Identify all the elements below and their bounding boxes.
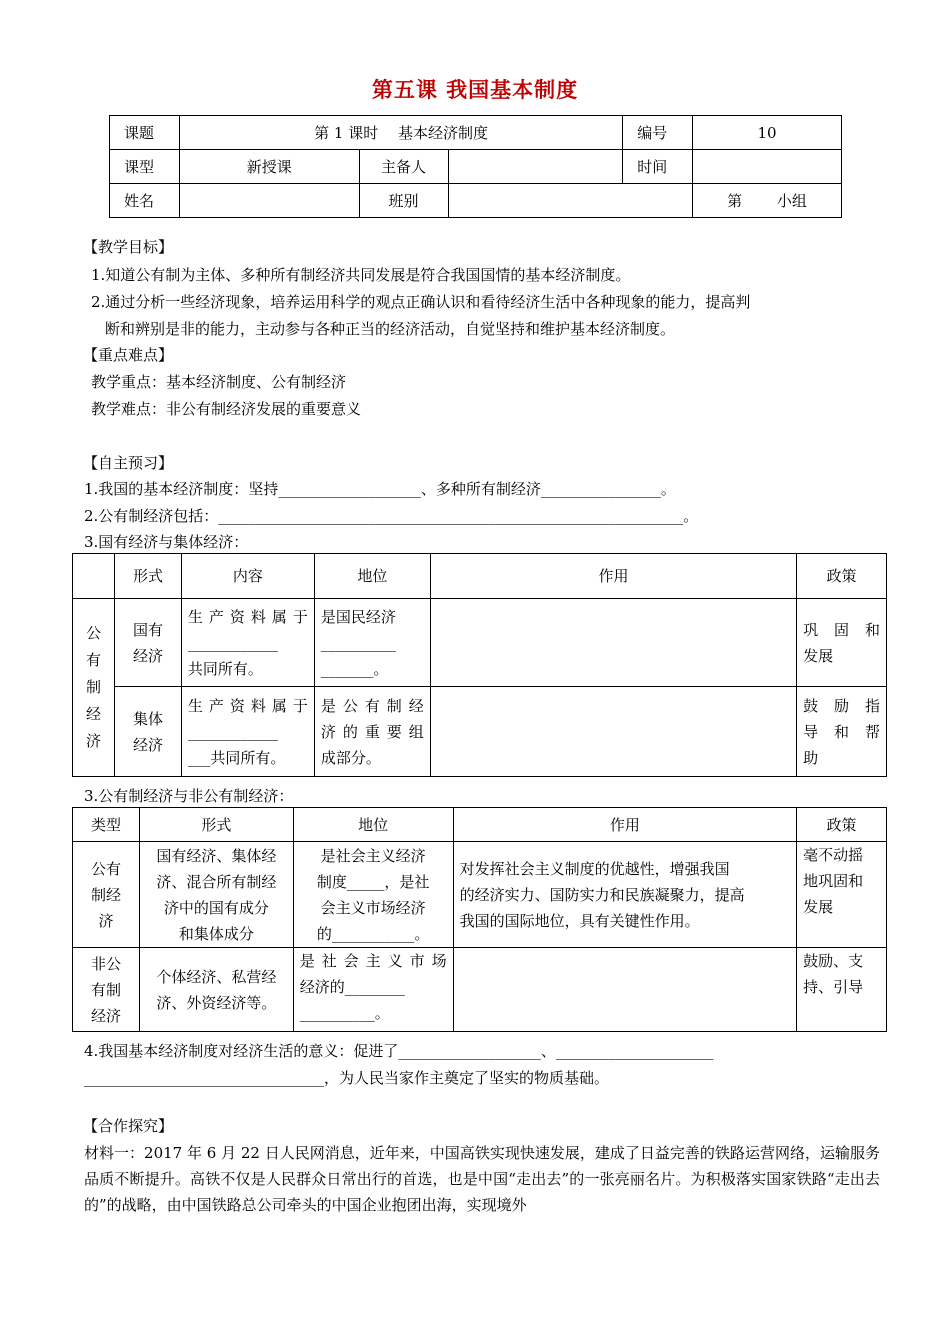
cell-line: 济、混合所有制经 <box>156 872 277 891</box>
table-cell <box>181 599 314 687</box>
cell-line: 我国的国际地位，具有关键性作用。 <box>459 912 700 930</box>
keypoint-difficulty: 教学难点：非公有制经济发展的重要意义 <box>91 400 362 418</box>
form-text: 国有经济 <box>132 620 163 665</box>
cell-line: 有制 <box>90 980 121 999</box>
table-header: 政策 <box>797 808 887 842</box>
cell-line: 对发挥社会主义制度的优越性，增强我国 <box>459 860 730 878</box>
cell-line: 非公 <box>90 954 121 973</box>
cell-line: 和集体成分 <box>178 924 254 943</box>
table-header: 内容 <box>181 554 314 599</box>
objective-item: 1.知道公有制为主体、多种所有制经济共同发展是符合我国国情的基本经济制度。 <box>91 266 631 284</box>
table-cell <box>453 842 796 948</box>
economy-table <box>72 553 887 777</box>
info-cell: 课型 <box>110 150 180 184</box>
info-input[interactable] <box>448 184 693 218</box>
cell-line[interactable]: ____________ <box>187 722 278 741</box>
cell-line: 生产资料属于 <box>187 607 308 626</box>
cell-line: 是国民经济 <box>320 607 396 626</box>
cell-line: 毫不动摇 <box>803 846 864 864</box>
cell-line: 持、引导 <box>803 978 864 996</box>
table-cell <box>797 599 887 687</box>
info-cell: 姓名 <box>110 184 180 218</box>
table-cell[interactable] <box>430 687 796 777</box>
table-cell <box>797 842 887 948</box>
info-cell: 时间 <box>623 150 693 184</box>
material-paragraph: 材料一：2017 年 6 月 22 日人民网消息，近年来，中国高铁实现快速发展，建成了日益完善的铁路运营网络，运输服务品质不断提升。高铁不仅是人民群众日常出行的首选，也是中国“走出去”的一张亮丽名片。为积极落实国家铁路“走出去的”的战略，由中国铁路总公司牵头的中国企业抱团出海，实现境外 <box>84 1144 880 1214</box>
cell-line: 济 <box>98 911 114 930</box>
table-header: 地位 <box>314 554 430 599</box>
cell-line: 鼓 励 指 <box>803 696 880 715</box>
cell-line: 生产资料属于 <box>187 696 308 715</box>
info-cell: 班别 <box>359 184 448 218</box>
preview-heading: 【自主预习】 <box>83 454 174 472</box>
info-cell: 编号 <box>623 116 693 150</box>
objective-item: 断和辨别是非的能力，主动参与各种正当的经济活动，自觉坚持和维护基本经济制度。 <box>105 320 676 338</box>
cell-line: 国有经济、集体经 <box>156 846 277 865</box>
table-cell[interactable] <box>453 948 796 1032</box>
table-cell <box>73 948 140 1032</box>
preview-question: 3.国有经济与集体经济： <box>84 533 249 551</box>
cell-line: 济的重要组 <box>320 722 424 741</box>
table-cell <box>797 948 887 1032</box>
preview-question: 2.公有制经济包括：______________________________________________________________。 <box>84 507 699 525</box>
table-header: 形式 <box>114 554 181 599</box>
table-cell <box>181 687 314 777</box>
cell-line: 经济 <box>90 1006 121 1025</box>
form-text: 集体经济 <box>132 709 163 754</box>
cell-line[interactable]: _______。 <box>320 659 389 678</box>
table-cell <box>139 948 293 1032</box>
cell-line: 制经 <box>90 885 121 904</box>
cell-line[interactable]: 经济的________ <box>299 978 405 996</box>
cell-line[interactable]: ____________ <box>187 633 278 652</box>
table-header: 政策 <box>797 554 887 599</box>
cell-line: 发展 <box>803 646 834 665</box>
objective-item: 2.通过分析一些经济现象，培养运用科学的观点正确认识和看待经济生活中各种现象的能力，提高判 <box>91 293 751 311</box>
cell-line[interactable]: ___共同所有。 <box>187 748 286 767</box>
info-cell: 第 小组 <box>693 184 842 218</box>
cell-line: 公有 <box>90 859 121 878</box>
cell-line: 巩 固 和 <box>803 620 880 639</box>
table-cell <box>114 599 181 687</box>
cell-line[interactable]: 的___________。 <box>316 924 430 943</box>
cell-line[interactable]: __________ <box>320 633 396 652</box>
table-header: 作用 <box>453 808 796 842</box>
info-table <box>109 115 842 218</box>
table-cell <box>73 842 140 948</box>
cell-line: 共同所有。 <box>187 659 263 678</box>
info-input[interactable] <box>448 150 623 184</box>
cell-line: 鼓励、支 <box>803 952 864 970</box>
table-header: 地位 <box>293 808 453 842</box>
question-4-line1[interactable]: 4.我国基本经济制度对经济生活的意义：促进了___________________、_____________________ <box>84 1042 714 1060</box>
objectives-heading: 【教学目标】 <box>83 238 174 256</box>
cell-line: 是社会主义市场 <box>299 952 447 970</box>
table-cell <box>293 948 453 1032</box>
cell-line: 导 和 帮 <box>803 722 880 741</box>
cell-line: 会主义市场经济 <box>320 898 426 917</box>
table-header: 类型 <box>73 808 140 842</box>
table-cell[interactable] <box>430 599 796 687</box>
table-cell <box>139 842 293 948</box>
table-cell <box>314 599 430 687</box>
cell-line[interactable]: __________。 <box>299 1004 390 1022</box>
table-header: 形式 <box>139 808 293 842</box>
table-cell <box>114 687 181 777</box>
info-input[interactable] <box>179 184 359 218</box>
table-cell <box>314 687 430 777</box>
cell-line: 成部分。 <box>320 748 381 767</box>
cell-line: 的经济实力、国防实力和民族凝聚力，提高 <box>459 886 745 904</box>
cell-line: 是公有制经 <box>320 696 424 715</box>
table-header <box>73 554 115 599</box>
info-cell: 主备人 <box>359 150 448 184</box>
group-label-text: 公有制经济 <box>85 624 101 750</box>
ownership-table <box>72 807 887 1032</box>
group-label <box>73 599 115 777</box>
info-input[interactable] <box>693 150 842 184</box>
cell-line[interactable]: 制度_____，是社 <box>316 872 430 891</box>
keypoint-focus: 教学重点：基本经济制度、公有制经济 <box>91 373 347 391</box>
cell-line: 个体经济、私营经 <box>156 967 277 986</box>
info-cell: 第 1 课时 基本经济制度 <box>179 116 622 150</box>
cooperation-heading: 【合作探究】 <box>83 1117 174 1135</box>
cell-line: 济、外资经济等。 <box>156 993 277 1012</box>
table-header: 作用 <box>430 554 796 599</box>
info-cell: 新授课 <box>179 150 359 184</box>
table-cell <box>797 687 887 777</box>
info-cell: 10 <box>693 116 842 150</box>
preview-question: 1.我国的基本经济制度：坚持___________________、多种所有制经济________________。 <box>84 480 676 498</box>
cell-line: 济中的国有成分 <box>163 898 269 917</box>
cell-line: 发展 <box>803 898 834 916</box>
section-title: 3.公有制经济与非公有制经济： <box>84 787 294 805</box>
table-cell <box>293 842 453 948</box>
keypoints-heading: 【重点难点】 <box>83 346 174 364</box>
cell-line: 是社会主义经济 <box>320 846 426 865</box>
page-title: 第五课 我国基本制度 <box>371 78 579 102</box>
cell-line: 地巩固和 <box>803 872 864 890</box>
info-cell: 课题 <box>110 116 180 150</box>
question-4-line2[interactable]: ________________________________，为人民当家作主奠定了坚实的物质基础。 <box>84 1069 610 1087</box>
cell-line: 助 <box>803 748 819 767</box>
